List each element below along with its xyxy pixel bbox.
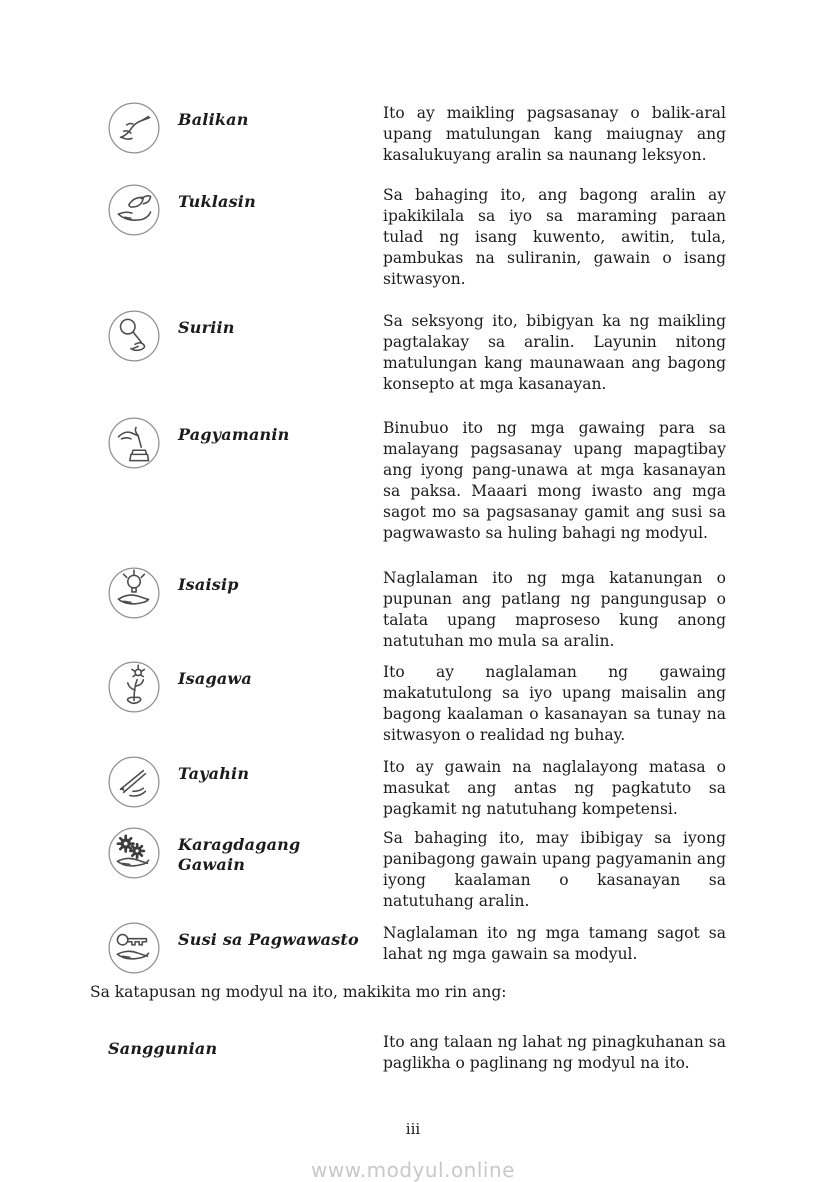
section-description: Binubuo ito ng mga gawaing para sa malayang pagsasanay upang mapagtibay ang iyong pang-unawa at mga kasanayan sa paksa. Maaari mong iwasto ang mga sagot mo sa pagsasanay gamit ang susi sa pagwawasto sa huling bahagi ng modyul. xyxy=(383,419,726,542)
watermark-text: www.modyul.online xyxy=(311,1158,515,1182)
key-hand-icon xyxy=(100,920,178,976)
section-label: Pagyamanin xyxy=(178,425,290,444)
module-section-row-pagyamanin xyxy=(100,415,726,544)
section-description: Sa bahaging ito, ang bagong aralin ay ipakikilala sa iyo sa maraming paraan tulad ng isang kuwento, awitin, tula, pambukas na suliranin, gawain o isang sitwasyon. xyxy=(383,186,726,288)
module-section-row-karagdagang-gawain xyxy=(100,825,726,912)
section-label: Balikan xyxy=(178,110,249,129)
section-description: Sa seksyong ito, bibigyan ka ng maikling pagtalakay sa aralin. Layunin nitong matulungan kang maunawaan ang bagong konsepto at mga kasanayan. xyxy=(383,312,726,393)
magnifying-glass-hand-icon xyxy=(100,308,178,364)
gears-hand-icon xyxy=(100,825,178,881)
section-label: Sanggunian xyxy=(108,1039,218,1058)
page-footer xyxy=(100,1120,726,1182)
section-label: Suriin xyxy=(178,318,235,337)
section-label: Tayahin xyxy=(178,764,250,783)
section-description: Naglalaman ito ng mga katanungan o pupunan ang patlang ng pangungusap o talata upang maproseso kung anong natutuhan mo mula sa aralin. xyxy=(383,569,726,650)
pen-hand-icon xyxy=(100,754,178,810)
hand-back-icon xyxy=(100,100,178,156)
section-label: Karagdagang Gawain xyxy=(178,835,301,874)
section-description: Naglalaman ito ng mga tamang sagot sa lahat ng mga gawain sa modyul. xyxy=(383,924,726,963)
section-label: Tuklasin xyxy=(178,192,256,211)
module-section-row-isagawa xyxy=(100,659,726,746)
reference-section-row xyxy=(100,1029,726,1074)
hand-leaves-icon xyxy=(100,182,178,238)
section-description: Ito ay maikling pagsasanay o balik-aral upang matulungan kang maiugnay ang kasalukuyang aralin sa naunang leksyon. xyxy=(383,104,726,164)
section-description: Sa bahaging ito, may ibibigay sa iyong panibagong gawain upang pagyamanin ang iyong kaalaman o kasanayan sa natutuhang aralin. xyxy=(383,829,726,910)
lightbulb-hand-icon xyxy=(100,565,178,621)
page-number: iii xyxy=(405,1120,421,1138)
module-section-row-tuklasin xyxy=(100,182,726,290)
section-description: Ito ang talaan ng lahat ng pinagkuhanan sa paglikha o paglinang ng modyul na ito. xyxy=(383,1033,726,1072)
section-description: Ito ay gawain na naglalayong matasa o masukat ang antas ng pagkatuto sa pagkamit ng natutuhang kompetensi. xyxy=(383,758,726,818)
module-section-row-isaisip xyxy=(100,565,726,652)
section-description: Ito ay naglalaman ng gawaing makatutulong sa iyo upang maisalin ang bagong kaalaman o kasanayan sa tunay na sitwasyon o realidad ng buhay. xyxy=(383,663,726,744)
section-label: Isaisip xyxy=(178,575,239,594)
closing-intro-line: Sa katapusan ng modyul na ito, makikita mo rin ang: xyxy=(90,983,507,1001)
module-section-row-tayahin xyxy=(100,754,726,820)
flower-hand-icon xyxy=(100,659,178,715)
section-label: Susi sa Pagwawasto xyxy=(178,930,359,949)
module-section-row-susi-sa-pagwawasto xyxy=(100,920,726,976)
quill-inkwell-hand-icon xyxy=(100,415,178,471)
module-section-row-suriin xyxy=(100,308,726,395)
section-label: Isagawa xyxy=(178,669,252,688)
module-section-row-balikan xyxy=(100,100,726,166)
